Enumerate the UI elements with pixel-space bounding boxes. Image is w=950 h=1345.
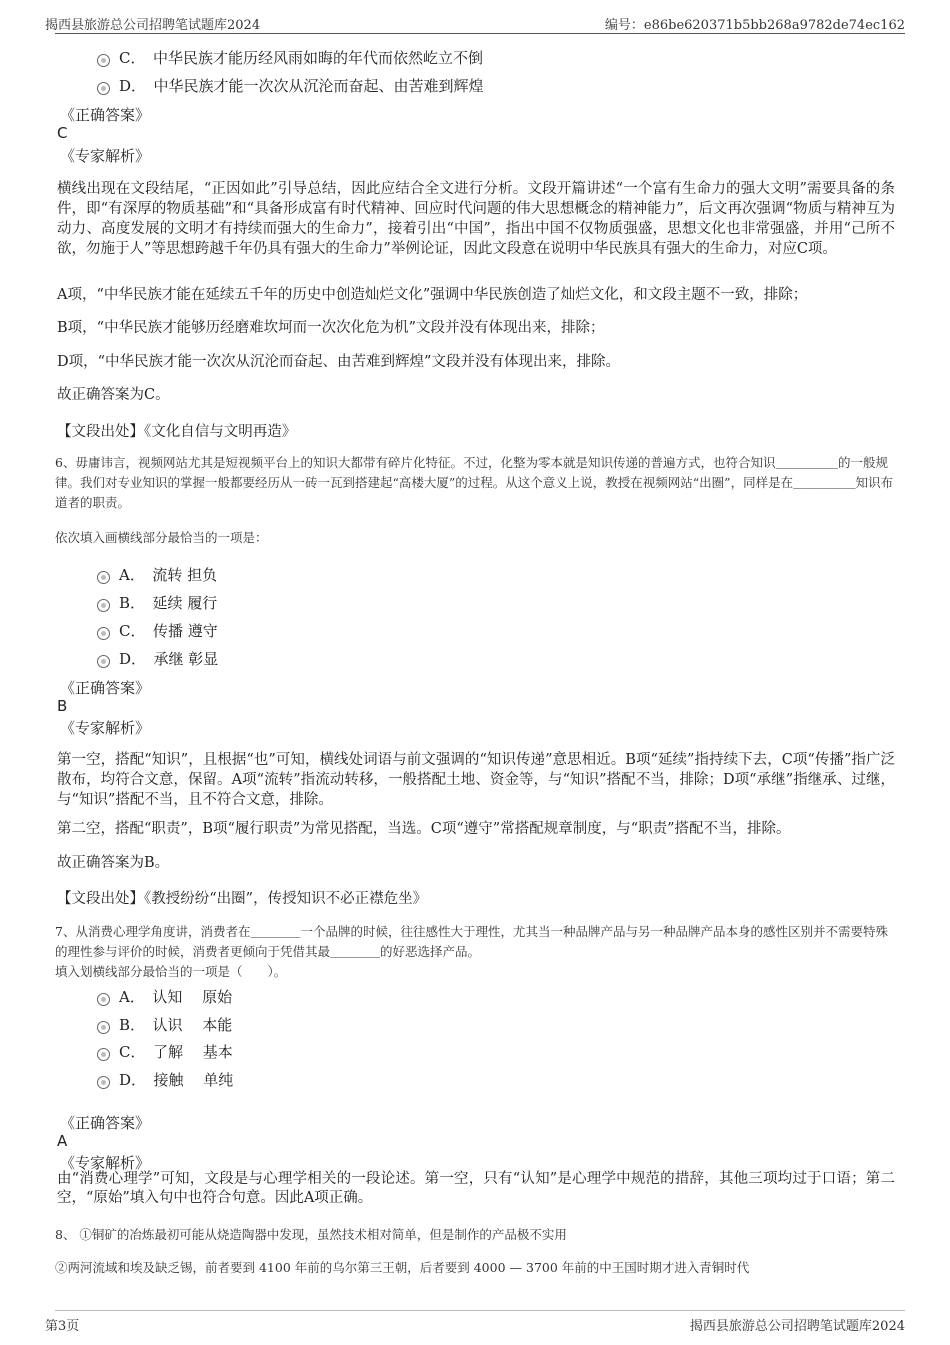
q5-option-d[interactable]: D． 中华民族才能一次次从沉沦而奋起、由苦难到辉煌	[97, 75, 484, 96]
radio-icon[interactable]	[97, 1076, 110, 1089]
analysis-paragraph: 故正确答案为C。	[57, 387, 170, 403]
analysis-label: 《专家解析》	[60, 147, 151, 165]
analysis-paragraph: 由“消费心理学”可知，文段是与心理学相关的一段论述。第一空，只有“认知”是心理学中规范的措辞，其他三项均过于口语；第二空，“原始”填入句中也符合句意。因此A项正确。	[57, 1171, 895, 1206]
radio-icon[interactable]	[97, 1048, 110, 1061]
radio-icon[interactable]	[97, 82, 110, 95]
analysis-paragraph: 第一空，搭配“知识”，且根据“也”可知，横线处词语与前文强调的“知识传递”意思相近。B项“延续”指持续下去，C项“传播”指广泛散布，均符合文意，保留。A项“流转”指流动转移，一般搭配土地、资金等，与“知识”搭配不当，排除；D项“承继”指继承、过继，与“知识”搭配不当，且不符合文意，排除。	[57, 752, 895, 808]
radio-icon[interactable]	[97, 993, 110, 1006]
answer-label: 《正确答案》	[60, 106, 151, 124]
q7-option-a[interactable]: A． 认知 原始	[97, 986, 232, 1007]
analysis-label: 《专家解析》	[60, 719, 151, 737]
footer-title: 揭西县旅游总公司招聘笔试题库2024	[689, 1319, 905, 1334]
q6-option-c[interactable]: C． 传播 遵守	[97, 620, 218, 641]
header-title: 揭西县旅游总公司招聘笔试题库2024	[45, 18, 261, 33]
answer-value: A	[57, 1132, 68, 1150]
radio-icon[interactable]	[97, 655, 110, 668]
radio-icon[interactable]	[97, 571, 110, 584]
answer-label: 《正确答案》	[60, 1114, 151, 1132]
answer-label: 《正确答案》	[60, 679, 151, 697]
q7-option-b[interactable]: B． 认识 本能	[97, 1014, 232, 1035]
analysis-paragraph: 横线出现在文段结尾，“正因如此”引导总结，因此应结合全文进行分析。文段开篇讲述“一个富有生命力的强大文明”需要具备的条件，即“有深厚的物质基础”和“具备形成富有时代精神、回应时代问题的伟大思想概念的精神能力”，后文再次强调“物质与精神互为动力、高度发展的文明才有持续而强大的生命力”，接着引出“中国”，指出中国不仅物质强盛，思想文化也非常强盛，并用“己所不欲，勿施于人”等思想跨越千年仍具有强大的生命力”举例论证，因此文段意在说明中华民族具有强大的生命力，对应C项。	[57, 181, 895, 257]
q6-option-d[interactable]: D． 承继 彰显	[97, 648, 218, 669]
footer-divider	[55, 1310, 905, 1311]
radio-icon[interactable]	[97, 54, 110, 67]
question-prompt: 依次填入画横线部分最恰当的一项是：	[55, 530, 268, 545]
analysis-paragraph: 第二空，搭配“职责”，B项“履行职责”为常见搭配，当选。C项“遵守”常搭配规章制度，与“职责”搭配不当，排除。	[57, 821, 791, 837]
analysis-label: 《专家解析》	[60, 1154, 151, 1172]
q6-option-a[interactable]: A． 流转 担负	[97, 564, 217, 585]
answer-value: B	[57, 697, 68, 715]
document-code: 编号：e86be620371b5bb268a9782de74ec162	[604, 18, 905, 33]
radio-icon[interactable]	[97, 599, 110, 612]
radio-icon[interactable]	[97, 1021, 110, 1034]
question-stem: 7、从消费心理学角度讲，消费者在＿＿＿＿一个品牌的时候，往往感性大于理性，尤其当一种品牌产品与另一种品牌产品本身的感性区别并不需要特殊的理性参与评价的时候，消费者更倾向于凭借其最＿＿＿＿的好恶选择产品。	[55, 924, 888, 959]
analysis-paragraph: B项，“中华民族才能够历经磨难坎坷而一次次化危为机”文段并没有体现出来，排除；	[57, 320, 605, 336]
page-number: 第3页	[45, 1319, 80, 1334]
answer-value: C	[57, 124, 68, 142]
q5-option-c[interactable]: C． 中华民族才能历经风雨如晦的年代而依然屹立不倒	[97, 47, 483, 68]
analysis-paragraph: D项，“中华民族才能一次次从沉沦而奋起、由苦难到辉煌”文段并没有体现出来，排除。	[57, 354, 620, 370]
question-stem: 8、 ①铜矿的冶炼最初可能从烧造陶器中发现，虽然技术相对简单，但是制作的产品极不实用	[55, 1227, 567, 1242]
q7-option-d[interactable]: D． 接触 单纯	[97, 1069, 233, 1090]
header-divider	[55, 33, 905, 34]
analysis-paragraph: A项，“中华民族才能在延续五千年的历史中创造灿烂文化”强调中华民族创造了灿烂文化，和文段主题不一致，排除；	[57, 287, 808, 303]
source-citation: 【文段出处】《文化自信与文明再造》	[57, 424, 297, 440]
q6-option-b[interactable]: B． 延续 履行	[97, 592, 217, 613]
q7-option-c[interactable]: C． 了解 基本	[97, 1041, 233, 1062]
question-stem: 6、毋庸讳言，视频网站尤其是短视频平台上的知识大都带有碎片化特征。不过，化整为零本就是知识传递的普遍方式，也符合知识＿＿＿＿＿的一般规律。我们对专业知识的掌握一般都要经历从一砖一瓦到搭建起“高楼大厦”的过程。从这个意义上说，教授在视频网站“出圈”，同样是在＿＿＿＿＿知识布道者的职责。	[55, 455, 894, 510]
question-prompt: 填入划横线部分最恰当的一项是（ ）。	[55, 964, 287, 979]
radio-icon[interactable]	[97, 627, 110, 640]
source-citation: 【文段出处】《教授纷纷“出圈”，传授知识不必正襟危坐》	[57, 891, 428, 907]
analysis-paragraph: 故正确答案为B。	[57, 855, 170, 871]
question-statement: ②两河流域和埃及缺乏锡，前者要到 4100 年前的乌尔第三王朝，后者要到 4000 — 3700 年前的中王国时期才进入青铜时代	[55, 1260, 750, 1275]
